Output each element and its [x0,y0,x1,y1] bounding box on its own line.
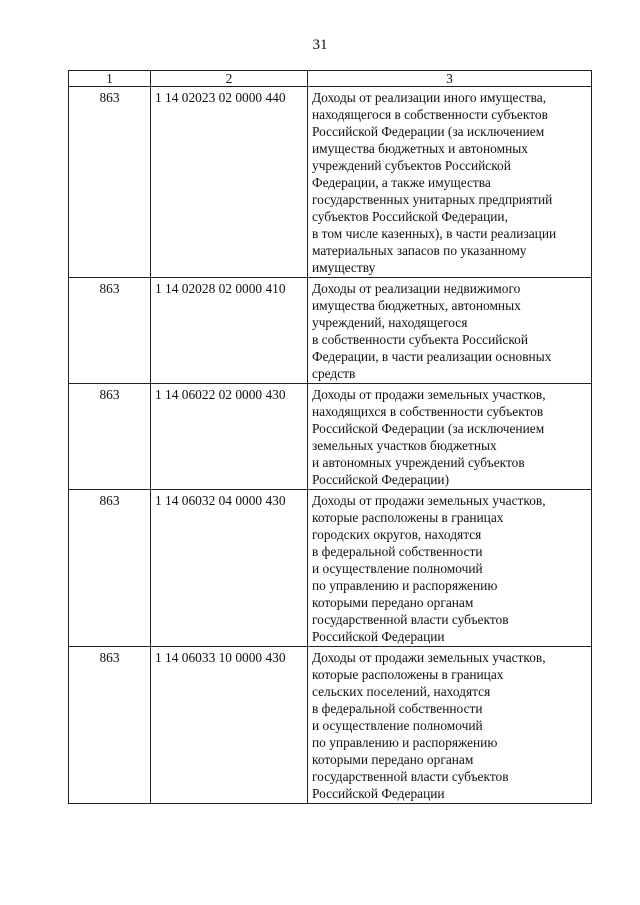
description-line: по управлению и распоряжению [312,735,498,750]
description-line: Российской Федерации [312,629,445,644]
admin-code-cell: 863 [69,384,151,490]
description-line: субъектов Российской Федерации, [312,209,508,224]
budget-code-cell: 1 14 06033 10 0000 430 [151,647,308,804]
table-row [69,87,592,278]
description-line: средств [312,366,356,381]
description-cell [308,384,592,490]
description-line: Доходы от реализации недвижимого [312,281,521,296]
description-line: государственной власти субъектов [312,769,509,784]
description-line: Российской Федерации [312,786,445,801]
budget-code-cell: 1 14 02023 02 0000 440 [151,87,308,278]
description-line: в собственности субъекта Российской [312,332,529,347]
admin-code-cell: 863 [69,278,151,384]
table-row [69,384,592,490]
budget-code-cell: 1 14 06032 04 0000 430 [151,490,308,647]
description-line: земельных участков бюджетных [312,438,497,453]
description-line: в том числе казенных), в части реализации [312,226,557,241]
table-row [69,490,592,647]
budget-code-cell: 1 14 06022 02 0000 430 [151,384,308,490]
description-line: и осуществление полномочий [312,561,483,576]
description-line: государственных унитарных предприятий [312,192,553,207]
description-line: имущества бюджетных и автономных [312,141,528,156]
description-line: Федерации, а также имущества [312,175,491,190]
description-line: находящихся в собственности субъектов [312,404,544,419]
table-row [69,278,592,384]
admin-code-cell: 863 [69,647,151,804]
description-line: по управлению и распоряжению [312,578,498,593]
description-line: и осуществление полномочий [312,718,483,733]
description-line: городских округов, находятся [312,527,482,542]
description-cell [308,278,592,384]
description-line: имуществу [312,260,376,275]
description-line: Российской Федерации (за исключением [312,421,545,436]
description-cell [308,490,592,647]
description-line: материальных запасов по указанному [312,243,527,258]
description-line: и автономных учреждений субъектов [312,455,525,470]
description-line: которыми передано органам [312,595,474,610]
table-body [69,71,592,804]
budget-code-cell: 1 14 02028 02 0000 410 [151,278,308,384]
description-line: Федерации, в части реализации основных [312,349,552,364]
description-line: Российской Федерации) [312,472,450,487]
admin-code-cell: 863 [69,490,151,647]
description-line: Доходы от продажи земельных участков, [312,387,546,402]
page-number: 31 [312,37,328,53]
description-cell [308,87,592,278]
header-column-2: 2 [151,71,308,87]
description-line: государственной власти субъектов [312,612,509,627]
description-line: в федеральной собственности [312,701,483,716]
header-column-1: 1 [69,71,151,87]
description-line: в федеральной собственности [312,544,483,559]
budget-classification-table [68,70,592,804]
header-column-3: 3 [308,71,592,87]
description-line: учреждений, находящегося [312,315,468,330]
description-line: Доходы от реализации иного имущества, [312,90,547,105]
description-line: Российской Федерации (за исключением [312,124,545,139]
description-line: Доходы от продажи земельных участков, [312,493,546,508]
description-cell [308,647,592,804]
description-line: Доходы от продажи земельных участков, [312,650,546,665]
description-line: которые расположены в границах [312,667,504,682]
description-line: учреждений субъектов Российской [312,158,511,173]
description-line: имущества бюджетных, автономных [312,298,521,313]
admin-code-cell: 863 [69,87,151,278]
description-line: которые расположены в границах [312,510,504,525]
description-line: которыми передано органам [312,752,474,767]
description-line: находящегося в собственности субъектов [312,107,548,122]
table-row [69,647,592,804]
table-header-row [69,71,592,87]
description-line: сельских поселений, находятся [312,684,491,699]
